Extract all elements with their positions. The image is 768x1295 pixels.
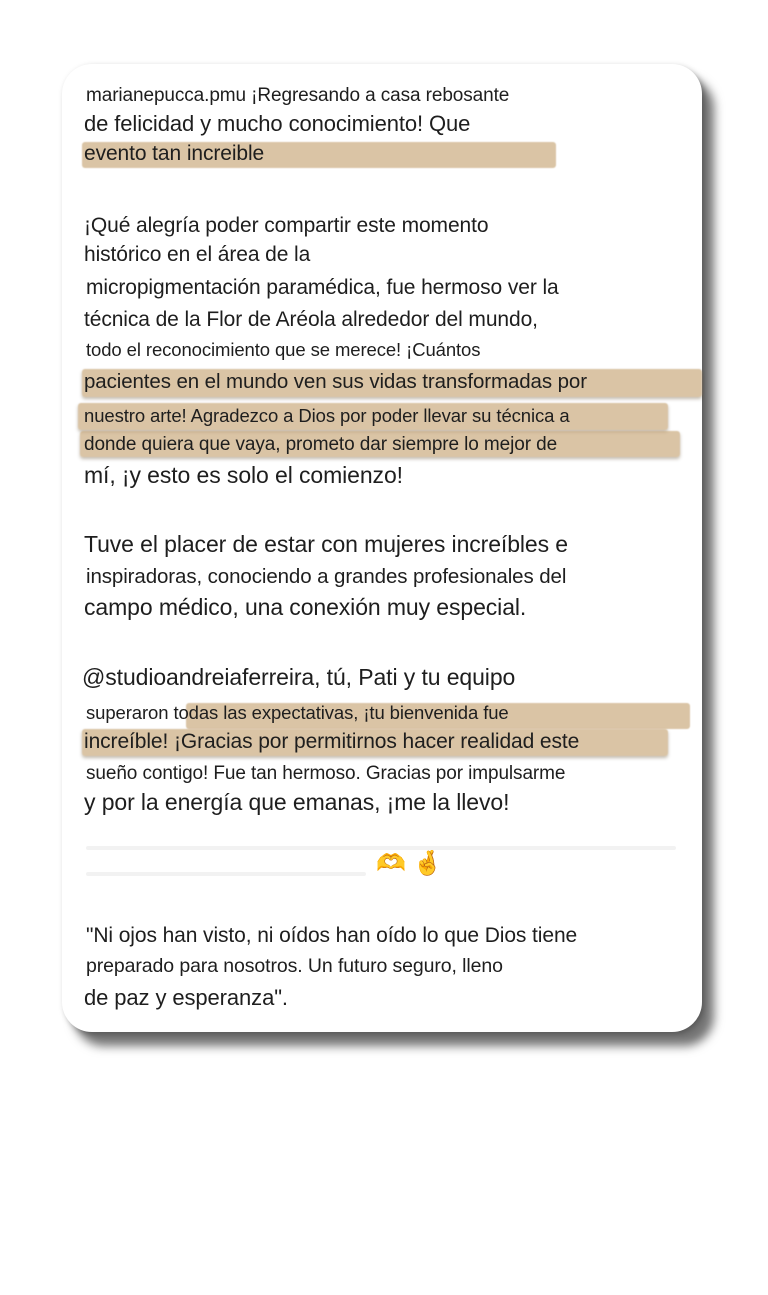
caption-line-12: mí, ¡y esto es solo el comienzo! xyxy=(84,462,403,488)
caption-line-18: increíble! ¡Gracias por permitirnos hacer realidad este xyxy=(84,730,580,753)
caption-line-9: pacientes en el mundo ven sus vidas transformadas por xyxy=(84,370,587,393)
heart-hands-icon: 🫶 xyxy=(376,849,406,877)
caption-line-6: micropigmentación paramédica, fue hermoso ver la xyxy=(86,276,559,299)
emoji-row xyxy=(376,851,442,876)
caption-line-17: superaron todas las expectativas, ¡tu bienvenida fue xyxy=(86,702,509,723)
erased-line xyxy=(86,872,366,876)
caption-line-4: ¡Qué alegría poder compartir este momento xyxy=(84,214,489,237)
caption-line-1: marianepucca.pmu ¡Regresando a casa rebosante xyxy=(86,85,510,106)
caption-line-3: evento tan increible xyxy=(84,142,265,165)
caption-line-11: donde quiera que vaya, prometo dar siempre lo mejor de xyxy=(84,434,558,455)
caption-line-14: inspiradoras, conociendo a grandes profesionales del xyxy=(86,565,567,588)
caption-line-21: "Ni ojos han visto, ni oídos han oído lo que Dios tiene xyxy=(86,924,578,947)
caption-line-8: todo el reconocimiento que se merece! ¡Cuántos xyxy=(86,339,481,360)
caption-line-22: preparado para nosotros. Un futuro seguro, lleno xyxy=(86,955,503,977)
caption-line-13: Tuve el placer de estar con mujeres increíbles e xyxy=(84,531,568,557)
caption-line-23: de paz y esperanza". xyxy=(84,985,288,1010)
caption-line-19: sueño contigo! Fue tan hermoso. Gracias por impulsarme xyxy=(86,763,566,784)
caption-line-16: @studioandreiaferreira, tú, Pati y tu equipo xyxy=(82,664,516,690)
caption-line-15: campo médico, una conexión muy especial. xyxy=(84,594,527,620)
caption-line-7: técnica de la Flor de Aréola alrededor del mundo, xyxy=(84,308,538,331)
caption-line-20: y por la energía que emanas, ¡me la llevo! xyxy=(84,789,510,815)
caption-line-5: histórico en el área de la xyxy=(84,243,311,266)
crossed-fingers-icon: 🤞 xyxy=(412,849,443,877)
caption-line-2: de felicidad y mucho conocimiento! Que xyxy=(84,111,471,136)
caption-line-10: nuestro arte! Agradezco a Dios por poder llevar su técnica a xyxy=(84,405,570,426)
